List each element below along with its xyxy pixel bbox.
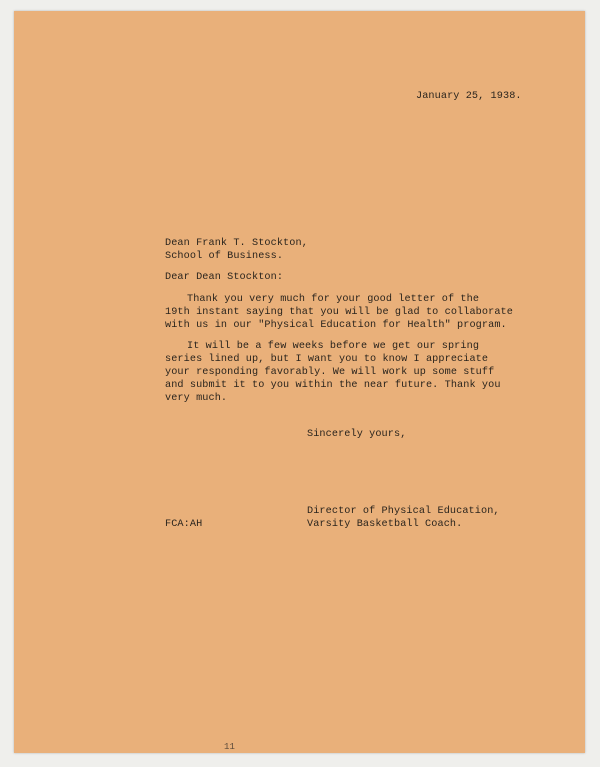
signature-title2: Varsity Basketball Coach. [307, 519, 463, 530]
paragraph2-line4: and submit it to you within the near future. Thank you [165, 380, 501, 391]
typist-initials: FCA:AH [165, 519, 203, 530]
paragraph1-line1: Thank you very much for your good letter of the [187, 294, 480, 305]
closing: Sincerely yours, [307, 429, 407, 440]
paragraph1-line2: 19th instant saying that you will be glad to collaborate [165, 307, 513, 318]
paragraph2-line1: It will be a few weeks before we get our spring [187, 341, 480, 352]
letter-date: January 25, 1938. [416, 91, 522, 102]
paragraph2-line5: very much. [165, 393, 228, 404]
paragraph1-line3: with us in our "Physical Education for Health" program. [165, 320, 507, 331]
bottom-mark: 11 [224, 742, 236, 752]
paragraph2-line3: your responding favorably. We will work up some stuff [165, 367, 495, 378]
letter-page [14, 11, 585, 753]
signature-title1: Director of Physical Education, [307, 506, 500, 517]
recipient-department: School of Business. [165, 251, 284, 262]
paragraph2-line2: series lined up, but I want you to know I appreciate [165, 354, 489, 365]
recipient-name: Dean Frank T. Stockton, [165, 238, 308, 249]
salutation: Dear Dean Stockton: [165, 272, 284, 283]
